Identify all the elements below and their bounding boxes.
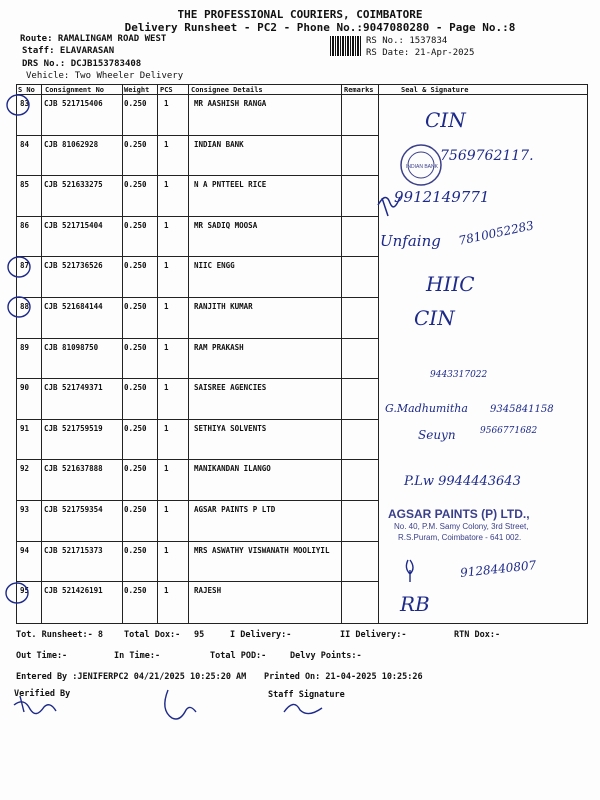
col-sno: S No (18, 86, 35, 94)
cell-weight: 0.250 (124, 261, 147, 271)
tot-runsheet: Tot. Runsheet:- 8 (16, 630, 103, 640)
col-remarks: Remarks (344, 86, 374, 94)
cell-consignee: RANJITH KUMAR (194, 302, 253, 311)
cell-consignee: SETHIYA SOLVENTS (194, 423, 267, 433)
route-label: Route: RAMALINGAM ROAD WEST (20, 34, 167, 44)
staff-label: Staff: ELAVARASAN (22, 46, 115, 56)
col-consignment: Consignment No (45, 86, 105, 94)
cell-consignment: CJB 81062928 (44, 139, 99, 149)
cell-consignment: CJB 521759519 (44, 423, 103, 433)
hand-83: CIN (425, 108, 466, 132)
staff-signature-label: Staff Signature (268, 690, 345, 700)
rtn-dox: RTN Dox:- (454, 630, 501, 640)
cell-sno: 90 (20, 383, 30, 393)
cell-consignee: MR SADIQ MOOSA (194, 220, 258, 230)
cell-consignee: NIIC ENGG (194, 261, 235, 271)
cell-sno: 94 (20, 545, 30, 555)
cell-sno: 89 (20, 342, 30, 352)
circle-87 (8, 257, 30, 277)
cell-consignee: RAM PRAKASH (194, 342, 244, 352)
cell-weight: 0.250 (124, 464, 147, 474)
cell-sno: 86 (20, 220, 30, 230)
cell-consignee: RAJESH (194, 586, 222, 596)
hand-91-sig: Seuyn (418, 428, 456, 442)
total-pod: Total POD:- (210, 651, 267, 661)
bank-seal-text: INDIAN BANK (406, 164, 438, 170)
in-time: In Time:- (114, 651, 161, 661)
cell-sno: 93 (20, 505, 30, 514)
cell-sno: 84 (20, 139, 30, 149)
cell-pcs: 1 (164, 261, 169, 271)
cell-consignee: SAISREE AGENCIES (194, 383, 267, 393)
cell-consignment: CJB 521684144 (44, 302, 103, 311)
verified-signature-2 (165, 690, 196, 719)
cell-weight: 0.250 (124, 139, 147, 149)
cell-consignment: CJB 521759354 (44, 505, 103, 514)
cell-pcs: 1 (164, 505, 169, 514)
hand-95: RB (400, 592, 430, 616)
staff-signature-mark (284, 704, 322, 713)
col-pcs: PCS (160, 86, 173, 94)
cell-weight: 0.250 (124, 505, 147, 514)
drs-number: DRS No.: DCJB153783408 (22, 59, 142, 69)
circle-95 (6, 583, 28, 603)
agsar-stamp-line1: AGSAR PAINTS (P) LTD., (388, 507, 530, 521)
hand-91-num2: 9566771682 (480, 426, 538, 436)
cell-consignment: CJB 81098750 (44, 342, 99, 352)
hand-92: P.Lw 9944443643 (404, 474, 521, 489)
col-seal-signature: Seal & Signature (401, 86, 469, 94)
hand-86-num: 7810052283 (457, 218, 535, 248)
cell-weight: 0.250 (124, 180, 147, 190)
entered-by: Entered By :JENIFERPC2 04/21/2025 10:25:20 AM (16, 672, 247, 682)
cell-pcs: 1 (164, 99, 169, 108)
company-title: THE PROFESSIONAL COURIERS, COIMBATORE (177, 8, 423, 21)
rs-number: RS No.: 1537834 (366, 36, 448, 46)
cell-sno: 83 (20, 99, 30, 108)
cell-pcs: 1 (164, 139, 169, 149)
hand-94: 9128440807 (459, 558, 537, 580)
cell-sno: 95 (20, 586, 30, 596)
i-delivery: I Delivery:- (230, 630, 292, 640)
circle-88 (8, 297, 30, 317)
cell-pcs: 1 (164, 423, 169, 433)
hand-86-sig: Unfaing (380, 232, 441, 250)
cell-consignment: CJB 521715404 (44, 220, 103, 230)
signature-94 (406, 560, 413, 582)
cell-pcs: 1 (164, 383, 169, 393)
cell-pcs: 1 (164, 180, 169, 190)
agsar-stamp-line3: R.S.Puram, Coimbatore - 641 002. (398, 533, 522, 542)
cell-weight: 0.250 (124, 220, 147, 230)
hand-84: 7569762117. (440, 148, 534, 164)
cell-consignee: MR AASHISH RANGA (194, 99, 267, 108)
total-dox-label: Total Dox:- (124, 630, 181, 640)
cell-consignment: CJB 521637888 (44, 464, 103, 474)
cell-consignee: N A PNTTEEL RICE (194, 180, 267, 190)
cell-pcs: 1 (164, 220, 169, 230)
agsar-stamp-line2: No. 40, P.M. Samy Colony, 3rd Street, (394, 522, 529, 531)
delvy-points: Delvy Points:- (290, 651, 362, 661)
out-time: Out Time:- (16, 651, 68, 661)
hand-90: 9443317022 (430, 370, 488, 380)
cell-weight: 0.250 (124, 342, 147, 352)
cell-pcs: 1 (164, 545, 169, 555)
cell-consignee: AGSAR PAINTS P LTD (194, 505, 276, 514)
cell-consignee: MANIKANDAN ILANGO (194, 464, 271, 474)
cell-consignee: MRS ASWATHY VISWANATH MOOLIYIL (194, 545, 330, 555)
rs-date: RS Date: 21-Apr-2025 (366, 48, 475, 58)
cell-consignment: CJB 521749371 (44, 383, 103, 393)
hand-88: CIN (414, 306, 455, 330)
cell-weight: 0.250 (124, 302, 147, 311)
verified-by: Verified By (14, 689, 71, 699)
printed-on: Printed On: 21-04-2025 10:25:26 (264, 672, 423, 682)
runsheet-title: Delivery Runsheet - PC2 - Phone No.:9047080280 - Page No.:8 (124, 21, 516, 34)
cell-consignment: CJB 521715406 (44, 99, 103, 108)
cell-weight: 0.250 (124, 545, 147, 555)
cell-pcs: 1 (164, 302, 169, 311)
cell-sno: 88 (20, 302, 30, 311)
cell-weight: 0.250 (124, 383, 147, 393)
hand-91-num: 9345841158 (490, 404, 554, 415)
cell-sno: 92 (20, 464, 30, 474)
circle-83 (7, 95, 29, 115)
cell-consignment: CJB 521633275 (44, 180, 103, 190)
cell-consignment: CJB 521715373 (44, 545, 103, 555)
cell-sno: 91 (20, 423, 30, 433)
cell-consignee: INDIAN BANK (194, 139, 244, 149)
hand-91-name: G.Madhumitha (385, 402, 468, 415)
cell-consignment: CJB 521426191 (44, 586, 103, 596)
hand-85: 9912149771 (394, 188, 490, 206)
col-consignee: Consignee Details (191, 86, 263, 94)
cell-pcs: 1 (164, 586, 169, 596)
vehicle-label: Vehicle: Two Wheeler Delivery (26, 71, 184, 81)
cell-pcs: 1 (164, 342, 169, 352)
cell-weight: 0.250 (124, 586, 147, 596)
cell-weight: 0.250 (124, 423, 147, 433)
col-weight: Weight (124, 86, 150, 94)
cell-sno: 85 (20, 180, 30, 190)
total-dox-value: 95 (194, 630, 205, 640)
hand-87: HIIC (426, 272, 475, 296)
ii-delivery: II Delivery:- (340, 630, 407, 640)
cell-sno: 87 (20, 261, 30, 271)
cell-weight: 0.250 (124, 99, 147, 108)
cell-pcs: 1 (164, 464, 169, 474)
cell-consignment: CJB 521736526 (44, 261, 103, 271)
